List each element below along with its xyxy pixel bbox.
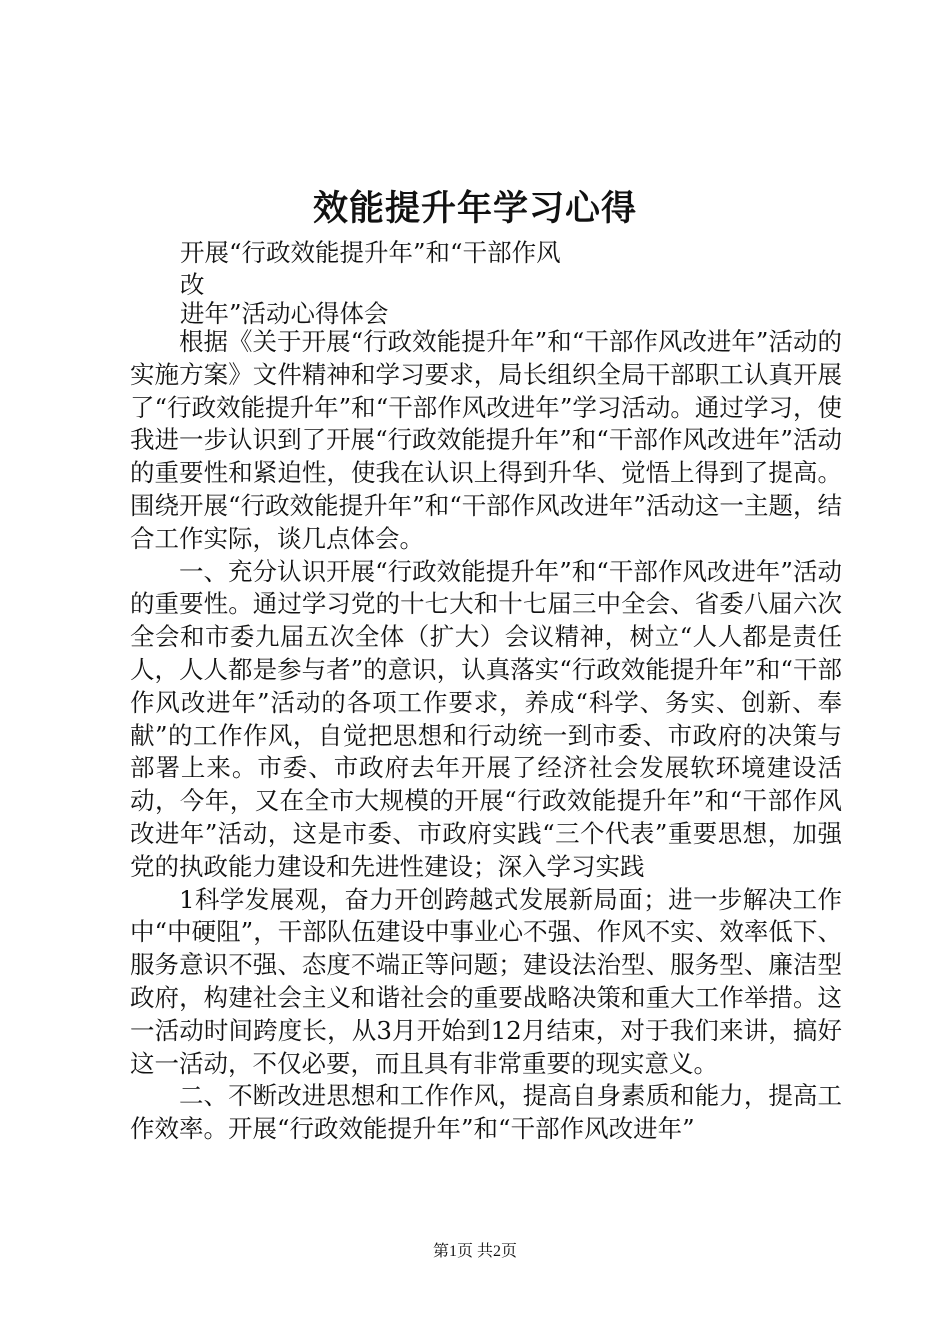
paragraph-intro: 根据《关于开展“行政效能提升年”和“干部作风改进年”活动的实施方案》文件精神和学习要求，局长组织全局干部职工认真开展了“行政效能提升年”和“干部作风改进年”学习活动。通过学习，使我进一步认识到了开展“行政效能提升年”和“干部作风改进年”活动的重要性和紧迫性，使我在认识上得到升华、觉悟上得到了提高。围绕开展“行政效能提升年”和“干部作风改进年”活动这一主题，结合工作实际，谈几点体会。 — [130, 327, 842, 553]
paragraph-continuation: 1科学发展观，奋力开创跨越式发展新局面；进一步解决工作中“中硬阻”，干部队伍建设中事业心不强、作风不实、效率低下、服务意识不强、态度不端正等问题；建设法治型、服务型、廉洁型政府，构建社会主义和谐社会的重要战略决策和重大工作举措。这一活动时间跨度长，从3月开始到12月结束，对于我们来讲，搞好这一活动，不仅必要，而且具有非常重要的现实意义。 — [130, 884, 842, 1078]
document-title: 效能提升年学习心得 — [312, 189, 637, 229]
paragraph-section-one: 一、充分认识开展“行政效能提升年”和“干部作风改进年”活动的重要性。通过学习党的十七大和十七届三中全会、省委八届六次全会和市委九届五次全体（扩大）会议精神，树立“人人都是责任人，人人都是参与者”的意识，认真落实“行政效能提升年”和“干部作风改进年”活动的各项工作要求，养成“科学、务实、创新、奉献”的工作作风，自觉把思想和行动统一到市委、市政府的决策与部署上来。市委、市政府去年开展了经济社会发展软环境建设活动，今年，又在全市大规模的开展“行政效能提升年”和“干部作风改进年”活动，这是市委、市政府实践“三个代表”重要思想，加强党的执政能力建设和先进性建设；深入学习实践 — [130, 556, 842, 881]
document-body — [130, 326, 842, 1146]
subheading-line-2: 改 — [180, 270, 205, 299]
paragraph-section-two: 二、不断改进思想和工作作风，提高自身素质和能力，提高工作效率。开展“行政效能提升年”和“干部作风改进年” — [130, 1081, 842, 1144]
subheading-line-1: 开展“行政效能提升年”和“干部作风 — [180, 238, 561, 267]
subheading-line-3: 进年”活动心得体会 — [180, 299, 389, 328]
page-number-footer: 第1页 共2页 — [432, 1243, 517, 1260]
